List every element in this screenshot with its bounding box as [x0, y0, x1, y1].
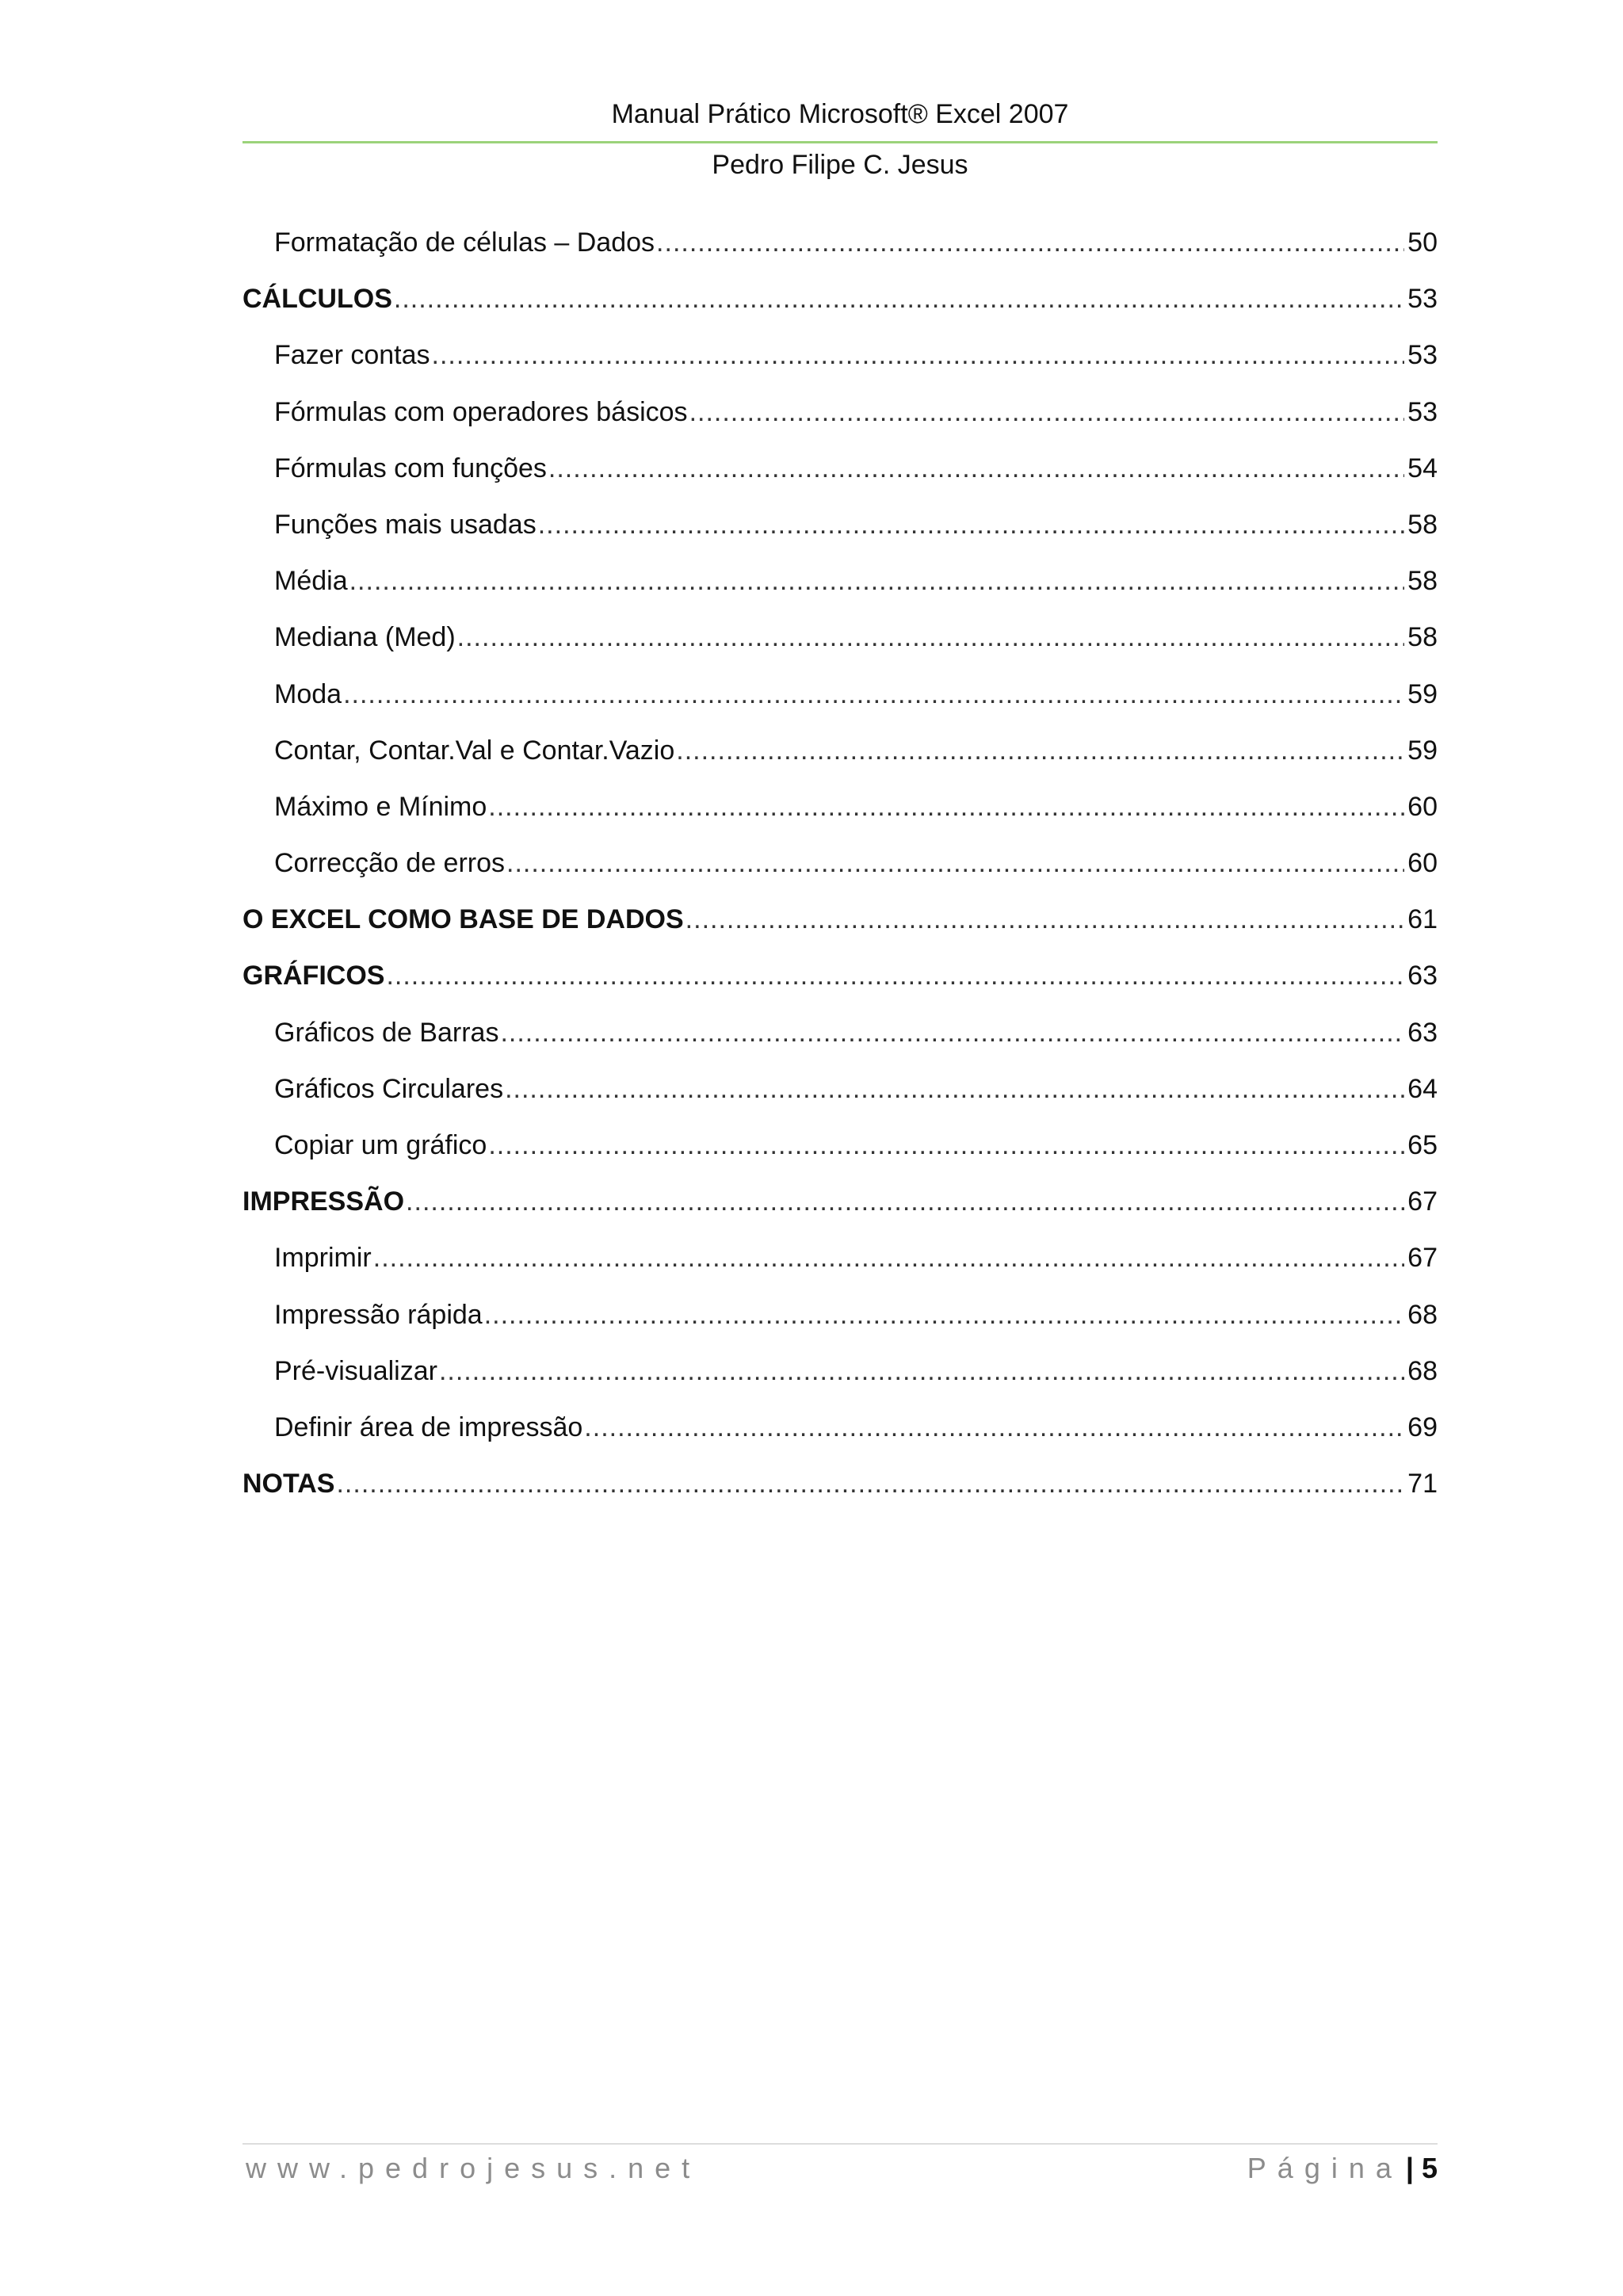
toc-dot-leader [484, 1297, 1404, 1332]
toc-entry[interactable] [242, 1240, 1438, 1297]
toc-entry-label: Impressão rápida [274, 1299, 483, 1330]
toc-entry[interactable] [242, 1466, 1438, 1522]
toc-dot-leader [500, 1015, 1404, 1050]
toc-entry-page-number: 50 [1407, 227, 1438, 258]
toc-entry[interactable] [242, 1297, 1438, 1354]
toc-entry-page-number: 59 [1407, 735, 1438, 766]
toc-dot-leader [373, 1240, 1404, 1275]
toc-entry-label: Correcção de erros [274, 848, 506, 879]
toc-entry-page-number: 59 [1407, 678, 1438, 709]
toc-entry-label: Gráficos Circulares [274, 1073, 504, 1104]
toc-entry-label: NOTAS [242, 1469, 335, 1499]
toc-entry-page-number: 61 [1407, 904, 1438, 935]
toc-entry[interactable] [242, 789, 1438, 846]
toc-entry[interactable] [242, 1128, 1438, 1184]
toc-entry-label: Moda [274, 678, 342, 709]
toc-entry-page-number: 60 [1407, 791, 1438, 822]
toc-dot-leader [506, 846, 1404, 881]
toc-dot-leader [538, 507, 1404, 542]
toc-dot-leader [349, 563, 1405, 598]
header-title: Manual Prático Microsoft® Excel 2007 [611, 99, 1069, 129]
toc-entry-label: Gráficos de Barras [274, 1017, 499, 1048]
toc-dot-leader [548, 451, 1404, 486]
footer-separator: | [1405, 2152, 1414, 2184]
toc-dot-leader [336, 1466, 1404, 1501]
toc-entry-page-number: 65 [1407, 1130, 1438, 1160]
toc-entry[interactable] [242, 225, 1438, 281]
toc-entry-label: Média [274, 566, 348, 597]
toc-entry[interactable] [242, 1015, 1438, 1072]
toc-dot-leader [689, 395, 1405, 430]
toc-entry-page-number: 53 [1407, 284, 1438, 315]
toc-entry-page-number: 58 [1407, 509, 1438, 540]
toc-entry[interactable] [242, 620, 1438, 676]
toc-entry-label: Máximo e Mínimo [274, 791, 487, 822]
toc-dot-leader [457, 620, 1405, 655]
header-divider [242, 141, 1438, 143]
toc-entry[interactable] [242, 1354, 1438, 1410]
toc-entry[interactable] [242, 281, 1438, 338]
toc-dot-leader [676, 733, 1404, 768]
toc-entry[interactable] [242, 451, 1438, 507]
toc-dot-leader [656, 225, 1404, 260]
toc-dot-leader [685, 902, 1405, 937]
toc-entry-label: Fórmulas com funções [274, 453, 547, 483]
toc-entry-label: GRÁFICOS [242, 961, 385, 991]
toc-entry-label: CÁLCULOS [242, 284, 392, 315]
toc-entry[interactable] [242, 902, 1438, 958]
toc-dot-leader [488, 789, 1404, 824]
toc-entry-label: Contar, Contar.Val e Contar.Vazio [274, 735, 675, 766]
toc-dot-leader [394, 281, 1404, 316]
toc-entry-page-number: 54 [1407, 453, 1438, 483]
toc-entry-label: Fazer contas [274, 340, 430, 371]
toc-dot-leader [584, 1410, 1404, 1445]
toc-entry[interactable] [242, 507, 1438, 563]
toc-dot-leader [488, 1128, 1404, 1163]
toc-entry-label: Funções mais usadas [274, 509, 537, 540]
header-author: Pedro Filipe C. Jesus [712, 150, 968, 180]
toc-entry[interactable] [242, 338, 1438, 394]
toc-entry-page-number: 63 [1407, 961, 1438, 991]
toc-entry-page-number: 63 [1407, 1017, 1438, 1048]
footer-page-indicator [1247, 2149, 1438, 2187]
toc-entry[interactable] [242, 846, 1438, 902]
toc-dot-leader [439, 1354, 1404, 1389]
toc-entry[interactable] [242, 395, 1438, 451]
toc-entry-label: IMPRESSÃO [242, 1186, 405, 1217]
toc-entry[interactable] [242, 1184, 1438, 1240]
toc-dot-leader [505, 1072, 1404, 1106]
toc-entry-page-number: 60 [1407, 848, 1438, 879]
toc-entry[interactable] [242, 958, 1438, 1014]
toc-entry-page-number: 71 [1407, 1469, 1438, 1499]
toc-entry[interactable] [242, 1072, 1438, 1128]
toc-entry[interactable] [242, 1410, 1438, 1466]
table-of-contents [242, 225, 1438, 1522]
toc-entry-page-number: 67 [1407, 1243, 1438, 1274]
toc-dot-leader [343, 677, 1404, 712]
footer-page-number: 5 [1421, 2152, 1438, 2184]
toc-entry-page-number: 69 [1407, 1412, 1438, 1442]
footer-website-link[interactable]: www.pedrojesus.net [246, 2152, 701, 2184]
toc-entry-label: Copiar um gráfico [274, 1130, 487, 1160]
footer-page-label: Página [1247, 2152, 1403, 2184]
toc-entry-label: Formatação de células – Dados [274, 227, 655, 258]
toc-entry-page-number: 64 [1407, 1073, 1438, 1104]
toc-entry[interactable] [242, 677, 1438, 733]
toc-dot-leader [432, 338, 1405, 372]
toc-entry-page-number: 58 [1407, 622, 1438, 653]
toc-entry-page-number: 68 [1407, 1299, 1438, 1330]
toc-entry-page-number: 68 [1407, 1355, 1438, 1386]
toc-dot-leader [406, 1184, 1404, 1219]
toc-entry-page-number: 53 [1407, 340, 1438, 371]
toc-entry[interactable] [242, 733, 1438, 789]
toc-entry-label: Imprimir [274, 1243, 372, 1274]
toc-entry-page-number: 67 [1407, 1186, 1438, 1217]
toc-entry-label: Mediana (Med) [274, 622, 456, 653]
toc-entry-page-number: 53 [1407, 396, 1438, 427]
footer-divider [242, 2143, 1438, 2145]
toc-entry-label: Pré-visualizar [274, 1355, 437, 1386]
toc-entry-page-number: 58 [1407, 566, 1438, 597]
toc-entry-label: O EXCEL COMO BASE DE DADOS [242, 904, 684, 935]
toc-entry-label: Definir área de impressão [274, 1412, 583, 1442]
toc-entry-label: Fórmulas com operadores básicos [274, 396, 688, 427]
toc-dot-leader [386, 958, 1404, 993]
toc-entry[interactable] [242, 563, 1438, 620]
